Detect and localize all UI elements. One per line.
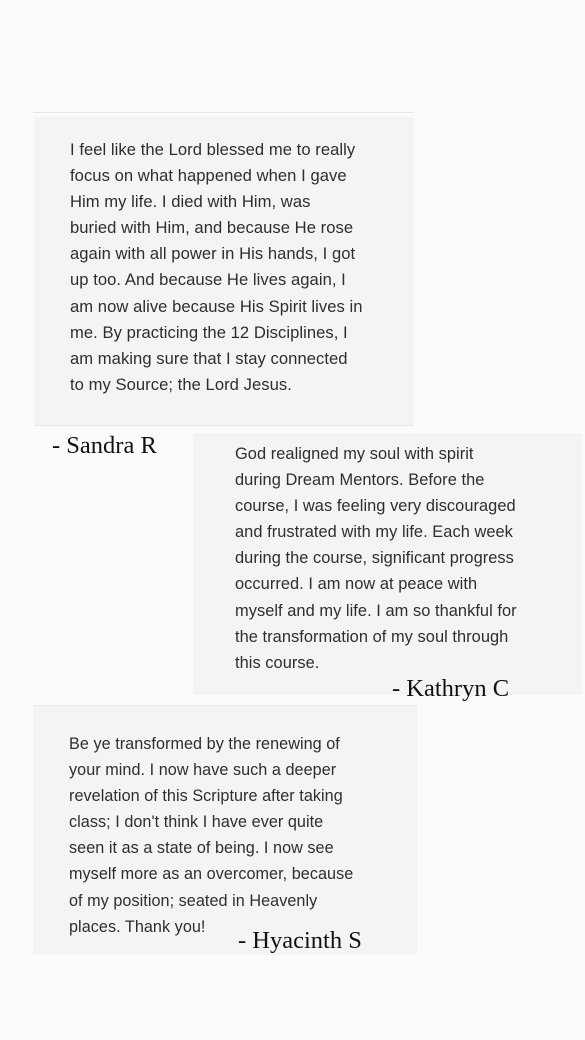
testimonial-card-hyacinth	[33, 705, 417, 955]
top-divider	[33, 112, 413, 113]
testimonial-author-signature: - Sandra R	[52, 432, 157, 459]
testimonial-text: Be ye transformed by the renewing of your mind. I now have such a deeper revelation of this Scripture after taking class; I don't think I have ever quite seen it as a state of being. I now see myself more as an overcomer, because of my position; seated in Heavenly places. Thank you!	[69, 735, 354, 936]
testimonial-card-sandra	[34, 117, 414, 426]
testimonial-card-kathryn	[193, 433, 582, 695]
testimonial-author-signature: - Kathryn C	[392, 675, 510, 702]
testimonial-author-signature: - Hyacinth S	[238, 927, 362, 954]
testimonial-text: I feel like the Lord blessed me to really focus on what happened when I gave Him my life. I died with Him, was buried with Him, and because He rose again with all power in His hands, I got up too. And because He lives again, I am now alive because His Spirit lives in me. By practicing the 12 Disciplines, I am making sure that I stay connected to my Source; the Lord Jesus.	[70, 140, 363, 394]
testimonial-text: God realigned my soul with spirit during Dream Mentors. Before the course, I was feeling very discouraged and frustrated with my life. Each week during the course, significant progress occurred. I am now at peace with myself and my life. I am so thankful for the transformation of my soul through this course.	[235, 445, 517, 672]
